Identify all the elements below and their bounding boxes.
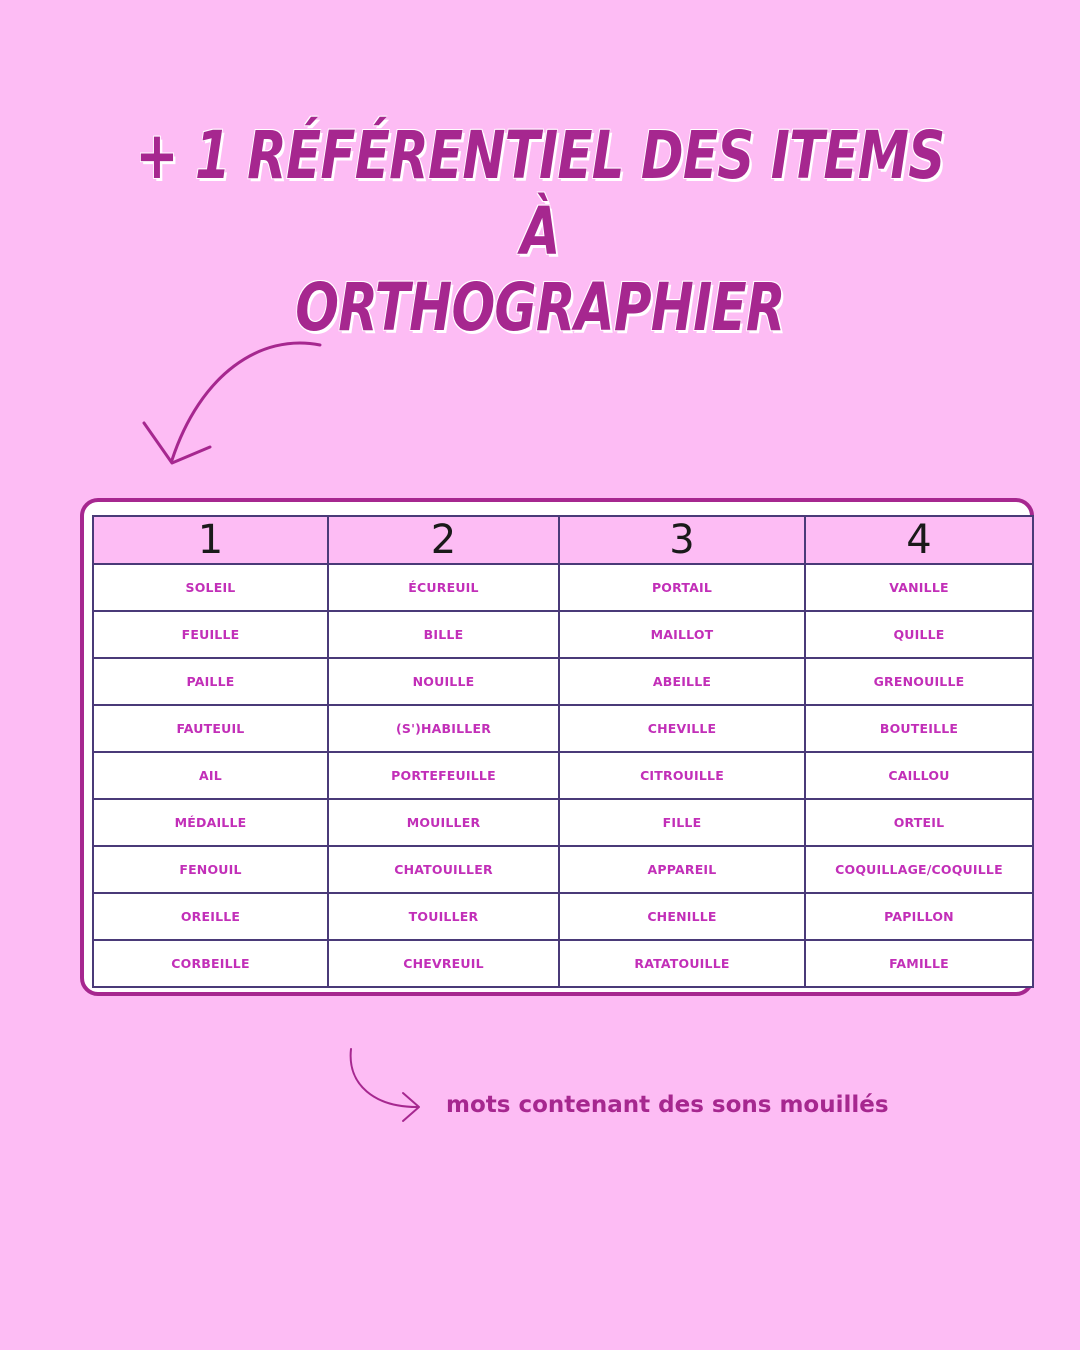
column-header: 3 (559, 516, 805, 564)
title-line-1: + 1 RÉFÉRENTIEL DES ITEMS À (135, 117, 945, 270)
table-cell: FILLE (559, 799, 805, 846)
table-cell: FENOUIL (93, 846, 328, 893)
table-cell: FAUTEUIL (93, 705, 328, 752)
table-cell: SOLEIL (93, 564, 328, 611)
legend-note: mots contenant des sons mouillés (446, 1092, 889, 1118)
table-cell: RATATOUILLE (559, 940, 805, 987)
table-cell: MÉDAILLE (93, 799, 328, 846)
table-row (93, 611, 1033, 658)
table-cell: CHEVILLE (559, 705, 805, 752)
table-cell: ABEILLE (559, 658, 805, 705)
table-cell: CAILLOU (805, 752, 1033, 799)
table-cell: BOUTEILLE (805, 705, 1033, 752)
table-row (93, 564, 1033, 611)
table-cell: AIL (93, 752, 328, 799)
table-row (93, 940, 1033, 987)
table-row (93, 846, 1033, 893)
title-line-2: ORTHOGRAPHIER (295, 269, 785, 346)
table-cell: PAPILLON (805, 893, 1033, 940)
table-cell: TOUILLER (328, 893, 559, 940)
column-header: 1 (93, 516, 328, 564)
table-cell: APPAREIL (559, 846, 805, 893)
table-row (93, 752, 1033, 799)
table-cell: CITROUILLE (559, 752, 805, 799)
table-cell: FEUILLE (93, 611, 328, 658)
table-cell: OREILLE (93, 893, 328, 940)
table-cell: (S')HABILLER (328, 705, 559, 752)
items-table (92, 515, 1034, 988)
table-cell: NOUILLE (328, 658, 559, 705)
curved-arrow-right-icon (345, 1045, 430, 1130)
page-title (119, 118, 961, 346)
table-cell: PAILLE (93, 658, 328, 705)
table-cell: PORTEFEUILLE (328, 752, 559, 799)
table-cell: CORBEILLE (93, 940, 328, 987)
table-cell: PORTAIL (559, 564, 805, 611)
items-table-frame (80, 498, 1034, 996)
table-cell: QUILLE (805, 611, 1033, 658)
table-cell: COQUILLAGE/COQUILLE (805, 846, 1033, 893)
table-row (93, 893, 1033, 940)
table-cell: CHATOUILLER (328, 846, 559, 893)
table-cell: MOUILLER (328, 799, 559, 846)
table-cell: VANILLE (805, 564, 1033, 611)
table-cell: GRENOUILLE (805, 658, 1033, 705)
table-row (93, 705, 1033, 752)
table-cell: CHENILLE (559, 893, 805, 940)
column-header: 4 (805, 516, 1033, 564)
table-row (93, 658, 1033, 705)
table-row (93, 799, 1033, 846)
table-cell: ÉCUREUIL (328, 564, 559, 611)
curved-arrow-down-left-icon (130, 335, 340, 475)
table-cell: BILLE (328, 611, 559, 658)
table-cell: MAILLOT (559, 611, 805, 658)
table-cell: ORTEIL (805, 799, 1033, 846)
table-cell: CHEVREUIL (328, 940, 559, 987)
table-header-row (93, 516, 1033, 564)
table-cell: FAMILLE (805, 940, 1033, 987)
column-header: 2 (328, 516, 559, 564)
